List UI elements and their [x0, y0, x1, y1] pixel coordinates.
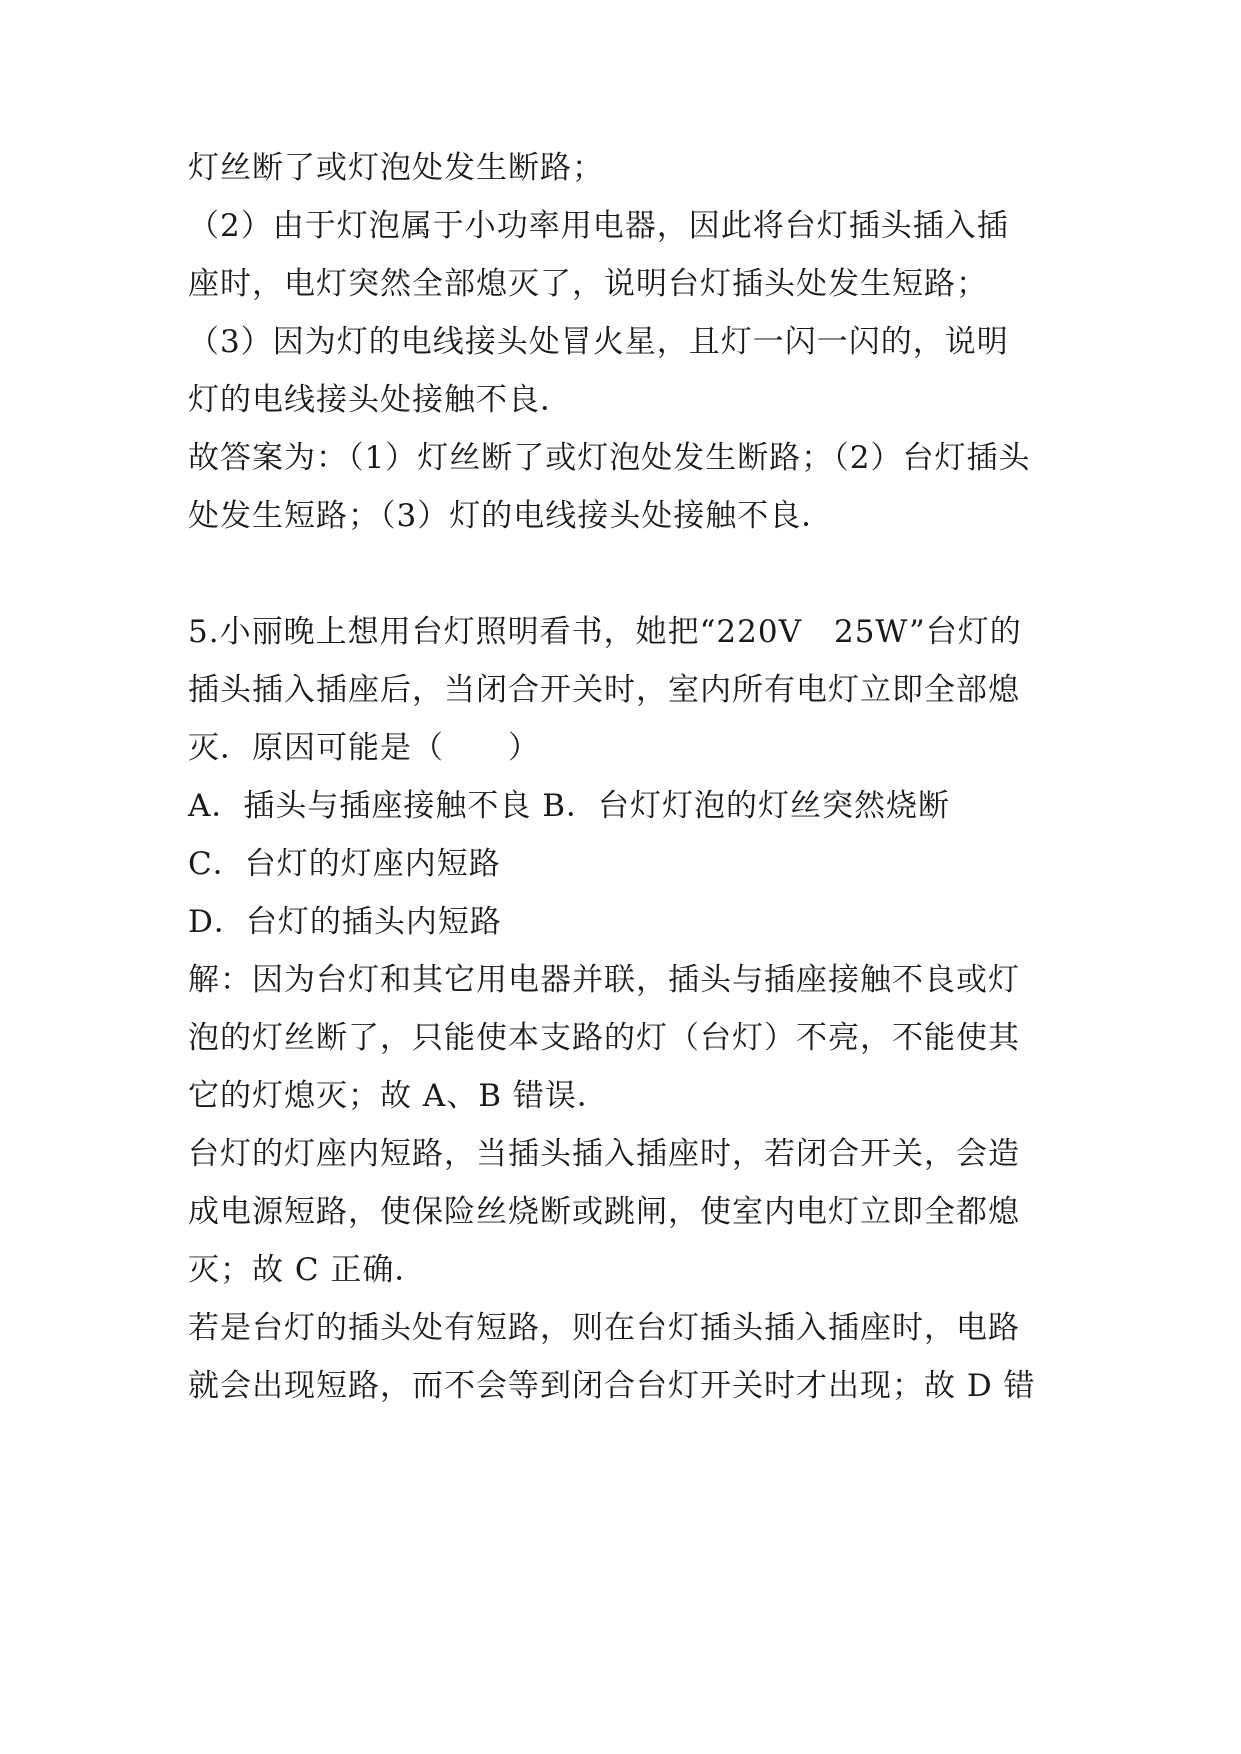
option-d: D．台灯的插头内短路 [188, 904, 502, 940]
solution-line: 泡的灯丝断了，只能使本支路的灯（台灯）不亮，不能使其 [188, 1020, 1020, 1056]
solution-line: 就会出现短路，而不会等到闭合台灯开关时才出现；故 D 错 [188, 1368, 1036, 1404]
text-line: 灭．原因可能是（ ） [188, 730, 540, 766]
solution-line: 台灯的灯座内短路，当插头插入插座时，若闭合开关，会造 [188, 1136, 1020, 1172]
solution-line: 成电源短路，使保险丝烧断或跳闸，使室内电灯立即全都熄 [188, 1194, 1020, 1230]
option-a-b: A．插头与插座接触不良 B．台灯灯泡的灯丝突然烧断 [188, 788, 951, 824]
text-line: 座时，电灯突然全部熄灭了，说明台灯插头处发生短路； [188, 266, 988, 302]
text-line: （3）因为灯的电线接头处冒火星，且灯一闪一闪的，说明 [188, 324, 1009, 360]
text-line: （2）由于灯泡属于小功率用电器，因此将台灯插头插入插 [188, 208, 1009, 244]
solution-line: 解：因为台灯和其它用电器并联，插头与插座接触不良或灯 [188, 962, 1020, 998]
option-c: C．台灯的灯座内短路 [188, 846, 501, 882]
question-title: 5.小丽晚上想用台灯照明看书，她把“220V 25W”台灯的 [188, 614, 1022, 650]
solution-line: 灭；故 C 正确． [188, 1252, 427, 1288]
text-line: 处发生短路；（3）灯的电线接头处接触不良． [188, 498, 834, 534]
text-line: 灯丝断了或灯泡处发生断路； [188, 150, 604, 186]
solution-line: 它的灯熄灭；故 A、B 错误． [188, 1078, 609, 1114]
text-line: 插头插入插座后，当闭合开关时，室内所有电灯立即全部熄 [188, 672, 1020, 708]
solution-line: 若是台灯的插头处有短路，则在台灯插头插入插座时，电路 [188, 1310, 1020, 1346]
text-line: 故答案为：（1）灯丝断了或灯泡处发生断路；（2）台灯插头 [188, 440, 1031, 476]
text-line: 灯的电线接头处接触不良． [188, 382, 572, 418]
